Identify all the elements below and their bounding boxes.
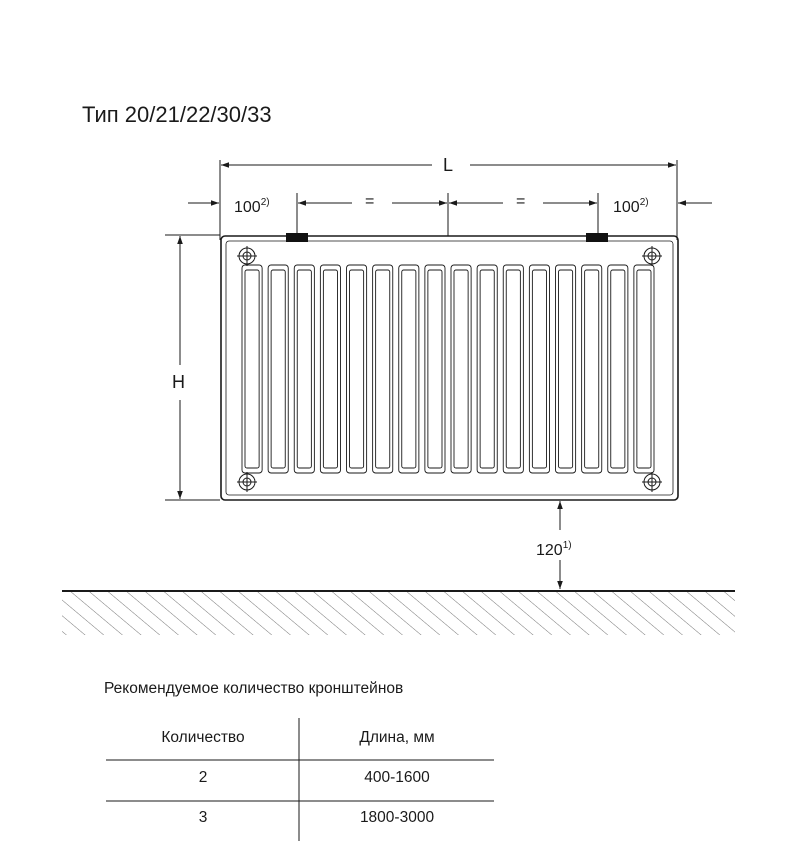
left-offset-label: 100$^{2)}$	[234, 197, 270, 216]
diagram-title: Тип 20/21/22/30/33	[82, 102, 272, 127]
radiator-flute-inner	[245, 270, 259, 468]
radiator-flute-inner	[559, 270, 573, 468]
equal-right-label: =	[516, 193, 526, 210]
radiator-flute-inner	[611, 270, 625, 468]
row-length: 400-1600	[364, 769, 430, 786]
radiator-flute-inner	[376, 270, 390, 468]
radiator-panel	[221, 233, 678, 500]
table-row	[106, 798, 494, 838]
corner-plugs	[237, 246, 662, 492]
header-quantity: Количество	[161, 729, 245, 746]
radiator-flute-inner	[428, 270, 442, 468]
table-header-row	[106, 718, 494, 758]
right-offset-label: 100$^{2)}$	[613, 197, 649, 216]
left-bracket	[286, 233, 308, 242]
radiator-flute-inner	[454, 270, 468, 468]
floor-gap-label: 120$^{1)}$	[536, 540, 572, 559]
equal-left-label: =	[365, 193, 375, 210]
row-quantity: 3	[198, 809, 208, 826]
radiator-flute-inner	[506, 270, 520, 468]
length-label: L	[443, 155, 454, 175]
row-length: 1800-3000	[359, 809, 435, 826]
floor	[62, 591, 735, 635]
radiator-flute-inner	[402, 270, 416, 468]
radiator-flute-inner	[297, 270, 311, 468]
table-caption: Рекомендуемое количество кронштейнов	[104, 680, 404, 697]
right-bracket	[586, 233, 608, 242]
radiator-flute-inner	[323, 270, 337, 468]
radiator-flute-inner	[480, 270, 494, 468]
header-length: Длина, мм	[359, 729, 435, 746]
radiator-flute-inner	[350, 270, 364, 468]
radiator-flute-inner	[532, 270, 546, 468]
radiator-flute-inner	[271, 270, 285, 468]
height-label: H	[172, 372, 185, 392]
radiator-flute-inner	[585, 270, 599, 468]
radiator-flute-inner	[637, 270, 651, 468]
brackets-table	[106, 718, 494, 838]
table-row	[106, 758, 494, 798]
row-quantity: 2	[198, 769, 208, 786]
